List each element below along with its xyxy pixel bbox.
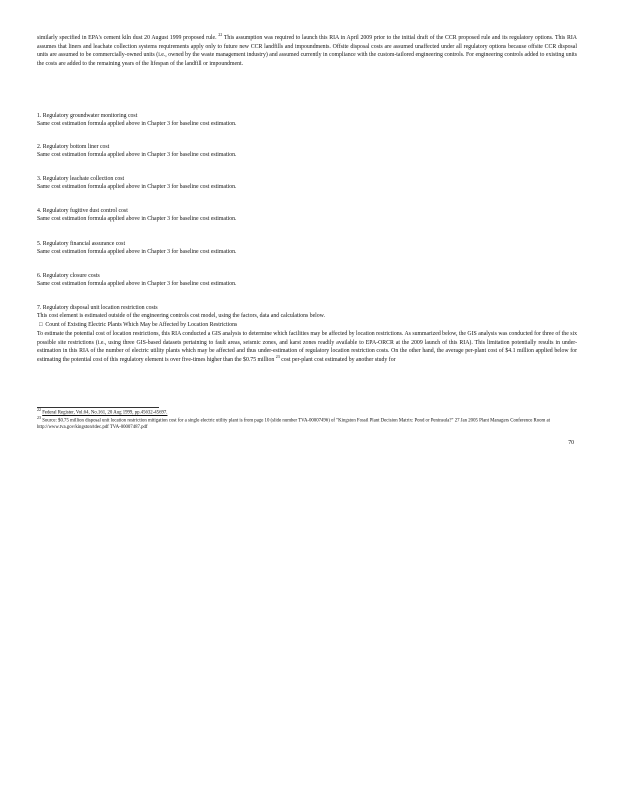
footnote-ref-23[interactable]: 23 [275, 353, 280, 359]
item-4-body: Same cost estimation formula applied above in Chapter 3 for baseline cost estimation. [37, 216, 237, 223]
footnote-23-text: Source: $0.75 million disposal unit location restriction mitigation cost for a single electric utility plant is from page 10 (slide number TVA-00007496) of "Kingston Fossil Plant Decision Matrix: Pond or Peninsula?" 27 Jan 2005 Plant Managers Conference Room at http://www.tva.gov/kingston/tdec.pdf TVA-00007487.pdf [37, 418, 550, 431]
intro-section [37, 34, 577, 68]
footnote-23-number: 23 [37, 415, 41, 420]
item-3-title: 3. Regulatory leachate collection cost [37, 176, 125, 182]
item-5-body: Same cost estimation formula applied above in Chapter 3 for baseline cost estimation. [37, 249, 237, 256]
item-6-body: Same cost estimation formula applied above in Chapter 3 for baseline cost estimation. [37, 281, 237, 288]
item-4 [37, 207, 577, 224]
item-3 [37, 175, 577, 192]
item-7-paragraph [37, 330, 577, 364]
item-5 [37, 240, 577, 257]
item-2 [37, 143, 577, 160]
page-number: 70 [568, 440, 574, 446]
intro-text-b: This assumption was required to launch this RIA in April 2009 prior to the initial draft of the CCR proposed rule and its regulatory options. This RIA assumes that liners and leachate collection systems requirements apply only to future new CCR landfills and impoundments. Offsite disposal costs are assumed unaffected under all regulatory options because offsite CCR disposal units are assumed to be commercially-owned units (i.e., owned by the waste management industry) and assumed currently in compliance with the custom-tailored engineering controls. For engineering controls added to existing units the costs are added to the remaining years of the lifespan of the landfill or impoundment. [37, 35, 577, 67]
item-1 [37, 112, 577, 129]
footnote-23 [37, 415, 577, 432]
item-2-title: 2. Regulatory bottom liner cost [37, 144, 110, 150]
item-6 [37, 272, 577, 289]
item-7 [37, 304, 577, 329]
item-6-title: 6. Regulatory closure costs [37, 273, 100, 279]
item-1-title: 1. Regulatory groundwater monitoring cost [37, 113, 138, 119]
footnote-22-link[interactable]: Federal Register, Vol.64, No.161, 20 Aug 1999, pp.45632-45697. [42, 410, 168, 416]
footnote-22 [37, 407, 577, 417]
item-7-para-b: cost per-plant cost estimated by another study for [281, 356, 396, 363]
item-7-body: This cost element is estimated outside of the engineering controls cost model, using the factors, data and calculations below. [37, 313, 325, 320]
item-2-body: Same cost estimation formula applied above in Chapter 3 for baseline cost estimation. [37, 152, 237, 159]
item-7-paragraph-container [37, 330, 577, 364]
item-7-para-a: To estimate the potential cost of location restrictions, this RIA conducted a GIS analysis to determine which facilities may be affected by location restrictions. As summarized below, the GIS analysis was conducted for three of the six possible site restrictions (i.e., using three GIS-based datasets pertaining to fault areas, seismic zones, and karst zones readily available to EPA-ORCR at the 2009 launch of this RIA). This limitation potentially results in under-estimation in this RIA of the number of electric utility plants which may be affected and thus under-estimation of regulatory location restriction costs. On the other hand, the average per-plant cost of $4.1 million applied below for estimating the potential cost of this regulatory element is over five-times higher than the $0.75 million [37, 331, 577, 363]
item-4-title: 4. Regulatory fugitive dust control cost [37, 208, 128, 214]
footnote-22-number: 22 [37, 407, 41, 412]
intro-paragraph [37, 34, 577, 68]
checkbox-bullet-icon: □ [39, 321, 43, 328]
intro-text-a: similarly specified in EPA's cement kiln dust 20 August 1999 proposed rule. [37, 35, 217, 41]
item-5-title: 5. Regulatory financial assurance cost [37, 241, 126, 247]
footnote-divider [37, 407, 159, 408]
footnote-ref-22[interactable]: 22 [218, 32, 223, 38]
item-7-bullet [37, 321, 577, 329]
item-3-body: Same cost estimation formula applied above in Chapter 3 for baseline cost estimation. [37, 184, 237, 191]
item-7-bullet-text: Count of Existing Electric Plants Which May be Affected by Location Restrictions [45, 321, 238, 328]
item-7-title: 7. Regulatory disposal unit location restriction costs [37, 305, 158, 311]
item-1-body: Same cost estimation formula applied above in Chapter 3 for baseline cost estimation. [37, 121, 237, 128]
